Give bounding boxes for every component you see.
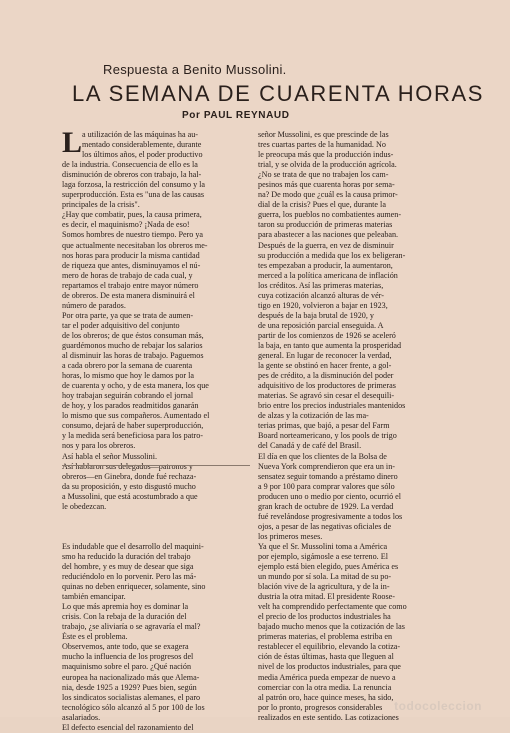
text-line: media América pueda empezar de nuevo a [258,672,396,682]
text-line: materias. Se agravó sin cesar el desequili- [258,391,395,401]
text-line: los últimos años, el poder productivo [82,150,203,160]
text-line: a cada obrero por la semana de cuarenta [62,361,193,371]
text-line: de hoy, y los parados readmitidos ganarán [62,401,199,411]
text-line: nivel de los productos industriales, para que [258,662,401,672]
text-line: gran krach de octubre de 1929. La verdad [258,501,394,511]
text-line: Por otra parte, ya que se trata de aumen- [62,310,194,320]
text-line: dial de la crisis? Pues el que, durante la [258,200,386,210]
text-line: guerra, los pueblos no combatientes aumen- [258,210,402,220]
text-line: nos horas para producir la misma cantidad [62,250,200,260]
text-line: trial, y se olvida de la producción agrícola. [258,160,397,170]
text-line: nos y para los obreros. [62,441,136,451]
text-line: principales de la crisis". [62,200,140,210]
text-line: Es indudable que el desarrollo del maquini- [62,541,204,551]
text-line: crisis. Con la rebaja de la duración del [62,612,187,622]
text-line: de una reposición parcial enseguida. A [258,320,384,330]
text-line: restablecer el equilibrio, elevando la cotiza- [258,642,401,652]
text-line: disminución de obreros con trabajo, la hal- [62,170,202,180]
text-line [62,522,250,532]
text-line: da su proposición, y esto disgustó mucho [62,481,196,491]
text-line: repartamos el trabajo entre mayor número [62,280,199,290]
text-line: sensatez seguir tomando a préstamo dinero [258,471,398,481]
text-line: smo ha reducido la duración del trabajo [62,551,191,561]
text-line: el precio de los productos industriales ha [258,612,391,622]
text-line: Ya que el Sr. Mussolini toma a América [258,541,388,551]
text-line: pes de crédito, a la disminución del poder [258,371,394,381]
text-line: un mundo por sí sola. La mitad de su po- [258,572,392,582]
text-line: tres cuartas partes de la humanidad. No [258,140,386,150]
text-line: Así hablaron sus delegados—patronos y [62,461,193,471]
text-line: primeras materias, el problema estriba en [258,632,393,642]
text-line: merced a la política americana de inflación [258,270,398,280]
text-line: de riqueza que antes, disminuyamos el nú- [62,260,201,270]
text-line: realizados en este sentido. Las cotizaciones [258,712,399,722]
text-line: ción de éstas últimas, hasta que lleguen al [258,652,394,662]
article-byline: Por PAUL REYNAUD [182,110,290,121]
drop-cap: L [62,126,83,159]
text-line: Después de la guerra, en vez de disminuir [258,240,394,250]
text-line: ¿No se trata de que no trabajen los cam- [258,170,389,180]
text-line: le obedezcan. [62,501,107,511]
text-line: Nueva York comprendieron que era un in- [258,461,395,471]
text-line: por ejemplo, sigámosle a ese terreno. El [258,551,388,561]
text-line: cuya cotización alcanzó alturas de vér- [258,290,384,300]
text-line: mentado considerablemente, durante [82,140,202,150]
text-line: de la industria. Consecuencia de ello es la [62,160,198,170]
text-line: de cuarenta y ocho, y de esta manera, los que [62,381,209,391]
text-line: por lo pronto, progresos considerables [258,702,383,712]
text-line [62,512,250,522]
text-line: Somos hombres de nuestro tiempo. Pero ya [62,230,204,240]
text-line: de los obreros; de que éstos consuman más, [62,330,204,340]
text-line: bajado mucho menos que la cotización de las [258,622,405,632]
text-line: del Canadá y de café del Brasil. [258,441,362,451]
text-line: terias primas, que bajó, a pesar del Farm [258,421,390,431]
text-line: El día en que los clientes de la Bolsa de [258,451,387,461]
text-line: los primeros meses. [258,531,323,541]
text-line: laga forzosa, la restricción del consumo y la [62,180,206,190]
text-line: guardémonos mucho de rebajar los salarios [62,340,203,350]
text-line: tigo en 1920, volvieron a bajar en 1923, [258,300,388,310]
text-line: es decir, el maquinismo? ¡Nada de eso! [62,220,190,230]
text-line: que actualmente necesitaban los obreros me- [62,240,208,250]
text-line: al disminuir las horas de trabajo. Paguemos [62,351,204,361]
text-line: na? De modo que ¿cuál es la causa primor- [258,190,398,200]
section-divider [62,465,250,466]
text-line: superproducción. Esta es "una de las causas [62,190,205,200]
left-column [62,126,250,733]
text-line: reduciéndolo en lo porvenir. Pero las má- [62,572,197,582]
text-line: Éste es el problema. [62,632,128,642]
text-line: para abastecer a las naciones que peleaban. [258,230,399,240]
text-line: tecnológico sólo alcanzó al 5 por 100 de los [62,702,205,712]
text-line: de alzas y la cotización de las ma- [258,411,369,421]
text-line: los créditos. Así las primeras materias, [258,280,384,290]
text-line: obreros—en Ginebra, donde fué rechaza- [62,471,197,481]
text-line: dustria la otra mitad. El presidente Roose- [258,592,395,602]
article-kicker: Respuesta a Benito Mussolini. [103,62,287,77]
text-line: brio entre los precios industriales mantenidos [258,401,406,411]
article-headline: LA SEMANA DE CUARENTA HORAS [72,81,485,106]
text-line: la gente se obstinó en hacer frente, a gol- [258,361,392,371]
text-line: su producción a medida que los ex beligeran- [258,250,406,260]
watermark: todocoleccion [394,699,482,713]
text-line: y la medida será beneficiosa para los patro- [62,431,203,441]
text-line: ejemplo está bien elegido, pues América es [258,562,399,572]
text-line: mero de horas de trabajo de cada cual, y [62,270,193,280]
text-line: producen uno o medio por ciento, ocurrió el [258,491,402,501]
text-line: asalariados. [62,712,101,722]
text-line: también emancipar. [62,592,126,602]
text-line: trabajo, ¿se aliviaría o se agravaría el mal? [62,622,201,632]
text-line: mucho la influencia de los progresos del [62,652,194,662]
text-line: adquisitivo de los productores de primeras [258,381,396,391]
text-line: horas, lo mismo que hoy le damos por la [62,371,195,381]
text-line: partir de los comienzos de 1926 se aceleró [258,330,396,340]
text-line: Board norteamericano, y los pools de trigo [258,431,397,441]
text-line: a utilización de las máquinas ha au- [82,130,198,139]
text-line: nia, desde 1925 a 1929? Pues bien, según [62,682,197,692]
text-line: número de parados. [62,300,126,310]
text-line: hoy trabajan seguirán cobrando el jornal [62,391,194,401]
text-line: general. En lugar de reconocer la verdad, [258,351,392,361]
text-line: de obreros. De esta manera disminuirá el [62,290,195,300]
text-line: El defecto esencial del razonamiento del [62,722,194,732]
text-line: pesinos más que cuarenta horas por sema- [258,180,395,190]
text-line: comerciar con la otra media. La renuncia [258,682,392,692]
text-line: velt ha comprendido perfectamente que como [258,602,407,612]
text-line: fué revelándose progresivamente a todos los [258,511,403,521]
text-line: los sindicatos socialistas alemanes, el paro [62,692,201,702]
text-line: maquinismo sobre el paro. ¿Qué nación [62,662,192,672]
text-line: tes empezaban a producir, la aumentaron, [258,260,393,270]
text-line: Así habla el señor Mussolini. [62,451,158,461]
text-line: lo mismo que sus compañeros. Aumentado el [62,411,210,421]
text-line: ¿Hay que combatir, pues, la causa primera, [62,210,202,220]
text-line: Observemos, ante todo, que se exagera [62,642,189,652]
text-line: del hombre, y es muy de desear que siga [62,562,194,572]
text-line: a Mussolini, que está acostumbrado a que [62,491,198,501]
text-line: taron su producción de primeras materias [258,220,393,230]
text-line: después de la baja brutal de 1920, y [258,310,374,320]
text-line [62,532,250,542]
text-line: ojos, a pesar de las negativas oficiales de [258,521,392,531]
text-line: señor Mussolini, es que prescinde de las [258,130,389,139]
text-line: blación vive de la agricultura, y de la in- [258,582,390,592]
text-line: le preocupa más que la producción indus- [258,150,394,160]
right-column [258,130,444,723]
text-line: a 9 por 100 para comprar valores que sólo [258,481,395,491]
text-line: al patrón oro, hace quince meses, ha sido, [258,692,394,702]
text-line: quinas no deben enriquecer, solamente, sino [62,582,206,592]
text-line: Lo que más apremia hoy es dominar la [62,602,189,612]
text-line: la baja, en tanto que aumenta la prosperidad [258,340,402,350]
text-line: consumo, dejará de haber superproducción, [62,421,204,431]
text-line: tar el poder adquisitivo del conjunto [62,320,180,330]
text-line: europea ha nacionalizado más que Alema- [62,672,200,682]
